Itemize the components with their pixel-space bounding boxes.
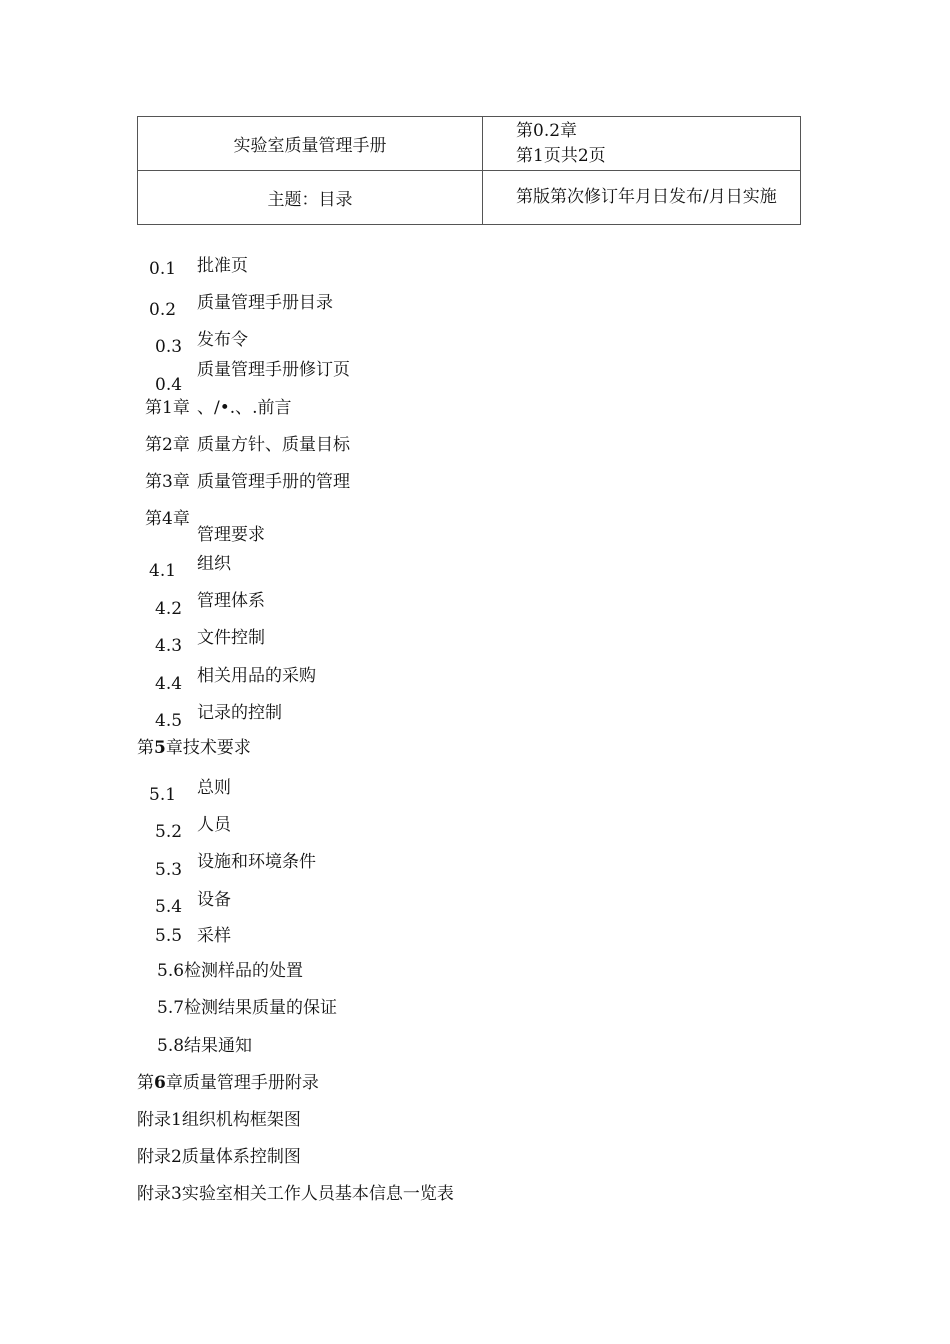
toc-item[interactable]: 发布令 — [197, 330, 248, 350]
toc-item-label: 质量管理手册修订页 — [197, 360, 350, 380]
toc-item[interactable]: 批准页 — [197, 256, 248, 276]
toc-item[interactable]: 组织 — [197, 554, 231, 574]
toc-num: 0.2 — [149, 300, 177, 320]
toc-item[interactable]: 设备 — [197, 890, 231, 910]
toc-chapter[interactable] — [197, 398, 297, 424]
toc-chapter-label: 质量管理手册的管理 — [197, 472, 350, 492]
toc-item[interactable]: 记录的控制 — [197, 703, 282, 723]
subject: 主题：目录 — [138, 171, 483, 225]
toc-num: 4.1 — [149, 561, 177, 581]
toc-num: 0.4 — [155, 375, 183, 395]
toc-chapter-num: 第4章 — [145, 509, 190, 529]
toc-num: 4.4 — [155, 674, 183, 694]
toc-item[interactable]: 5.6检测样品的处置 — [157, 961, 304, 981]
toc-num: 4.2 — [155, 599, 183, 619]
toc-appendix[interactable]: 附录1组织机构框架图 — [137, 1110, 301, 1130]
toc-item[interactable]: 人员 — [197, 815, 231, 835]
toc-num: 0.3 — [155, 337, 183, 357]
toc-item[interactable]: 管理体系 — [197, 591, 265, 611]
toc-chapter[interactable]: 管理要求 — [197, 525, 265, 545]
toc-num: 5.1 — [149, 785, 177, 805]
toc-chapter-label: 质量方针、质量目标 — [197, 435, 350, 455]
manual-title: 实验室质量管理手册 — [138, 117, 483, 171]
toc-num: 0.1 — [149, 259, 177, 279]
toc-chapter[interactable] — [197, 472, 357, 498]
toc-item[interactable]: 文件控制 — [197, 628, 265, 648]
toc-chapter-num: 第1章 — [145, 398, 190, 418]
toc-chapter[interactable] — [197, 435, 357, 461]
toc-item[interactable]: 5.7检测结果质量的保证 — [157, 998, 338, 1018]
toc-num: 5.4 — [155, 897, 183, 917]
chapter-info: 第0.2章 — [516, 120, 578, 141]
revision-info: 第版第次修订年月日发布/月日实施 — [483, 171, 801, 225]
toc-chapter-6[interactable]: 第6章质量管理手册附录 — [137, 1073, 319, 1093]
toc-item[interactable]: 采样 — [197, 926, 231, 946]
toc-item[interactable]: 设施和环境条件 — [197, 852, 316, 872]
toc-num: 4.5 — [155, 711, 183, 731]
toc-item[interactable]: 5.8结果通知 — [157, 1036, 253, 1056]
toc-appendix[interactable]: 附录2质量体系控制图 — [137, 1147, 301, 1167]
toc-appendix[interactable]: 附录3实验室相关工作人员基本信息一览表 — [137, 1184, 454, 1204]
toc-item[interactable]: 相关用品的采购 — [197, 666, 316, 686]
toc-chapter-label: 、/•.、.前言 — [197, 398, 292, 418]
toc-item[interactable]: 质量管理手册目录 — [197, 293, 333, 313]
toc-item[interactable] — [197, 360, 357, 386]
toc-num: 4.3 — [155, 636, 183, 656]
toc-num: 5.2 — [155, 822, 183, 842]
toc-chapter-num: 第2章 — [145, 435, 190, 455]
toc-chapter-5[interactable]: 第5章技术要求 — [137, 738, 251, 758]
page-info: 第1页共2页 — [516, 145, 606, 166]
toc-chapter-num: 第3章 — [145, 472, 190, 492]
toc-item[interactable]: 总则 — [197, 778, 231, 798]
toc-num: 5.3 — [155, 860, 183, 880]
toc-num: 5.5 — [155, 926, 183, 946]
